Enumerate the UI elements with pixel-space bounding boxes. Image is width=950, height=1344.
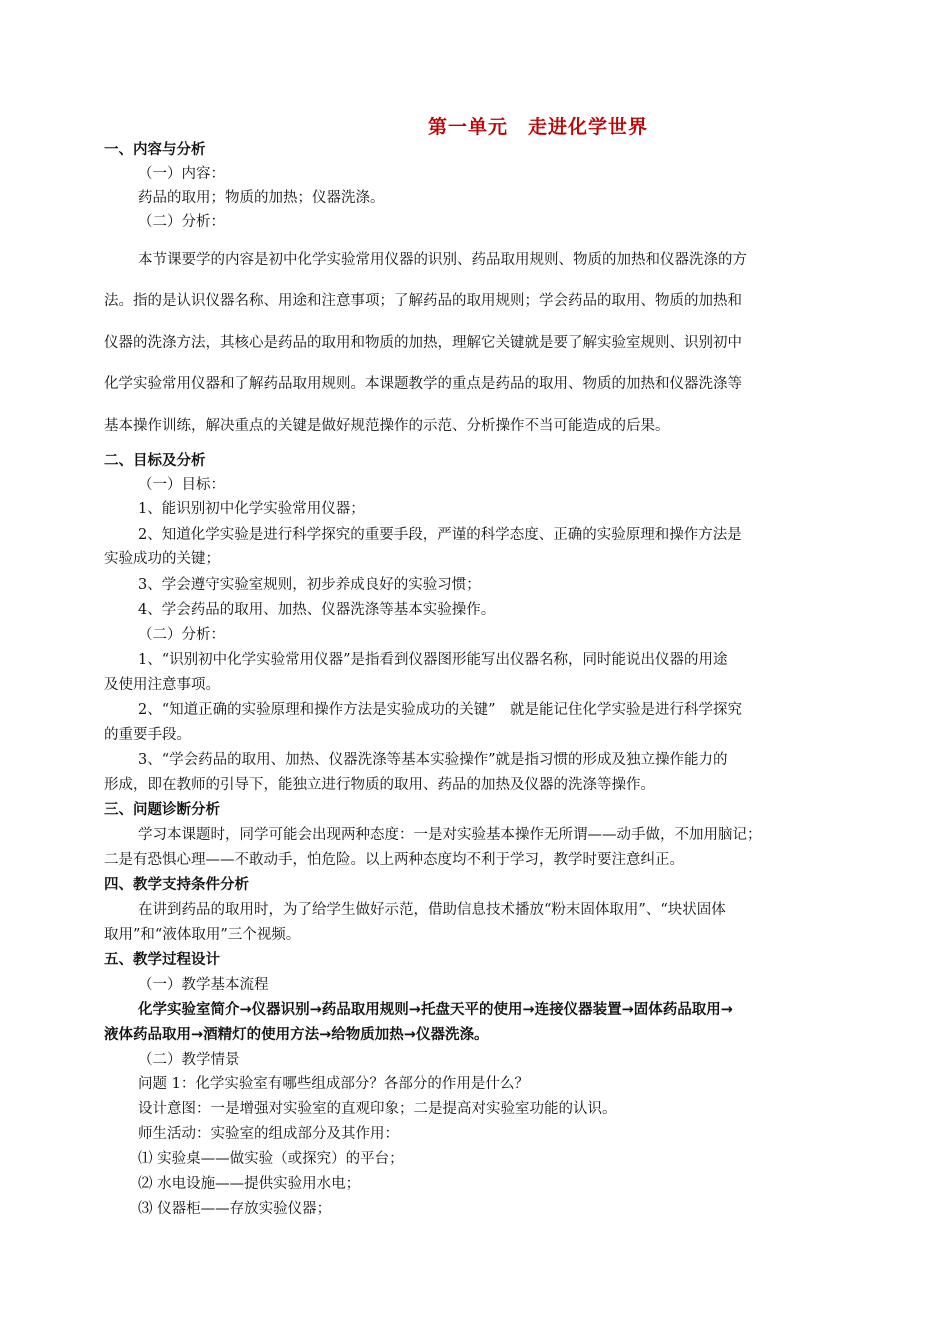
analysis-paragraph-line: 本节课要学的内容是初中化学实验常用仪器的识别、药品取用规则、物质的加热和仪器洗涤的方	[138, 252, 747, 268]
section-3-paragraph-line: 学习本课题时，同学可能会出现两种态度：一是对实验基本操作无所谓——动手做，不加用脑记；	[138, 827, 762, 843]
analysis-paragraph-line: 基本操作训练，解决重点的关键是做好规范操作的示范、分析操作不当可能造成的后果。	[104, 418, 670, 434]
flow-line: 化学实验室简介→仪器识别→药品取用规则→托盘天平的使用→连接仪器装置→固体药品取用→	[138, 1002, 733, 1018]
section-4-heading: 四、教学支持条件分析	[104, 877, 249, 893]
question-1: 问题 1：化学实验室有哪些组成部分？各部分的作用是什么？	[138, 1076, 529, 1092]
section-1-sub-content: （一）内容：	[138, 166, 225, 182]
goal-item: 1、能识别初中化学实验常用仪器；	[138, 501, 365, 517]
section-5-heading: 五、教学过程设计	[104, 952, 220, 968]
section-1-heading: 一、内容与分析	[104, 142, 206, 158]
section-1-sub-analysis: （二）分析：	[138, 214, 225, 230]
analysis-item-continued: 的重要手段。	[104, 727, 191, 743]
analysis-item-continued: 及使用注意事项。	[104, 677, 220, 693]
section-5-sub-flow: （一）教学基本流程	[138, 977, 269, 993]
section-2-heading: 二、目标及分析	[104, 453, 206, 469]
section-2-sub-goals: （一）目标：	[138, 477, 225, 493]
flow-line: 液体药品取用→酒精灯的使用方法→给物质加热→仪器洗涤。	[104, 1027, 489, 1043]
analysis-item-continued: 形成，即在教师的引导下，能独立进行物质的取用、药品的加热及仪器的洗涤等操作。	[104, 777, 655, 793]
analysis-item: 2、“知道正确的实验原理和操作方法是实验成功的关键” 就是能记住化学实验是进行科学探究	[138, 702, 743, 718]
analysis-item: 1、“识别初中化学实验常用仪器”是指看到仪器图形能写出仪器名称，同时能说出仪器的用途	[138, 652, 728, 668]
page-title: 第一单元 走进化学世界	[428, 116, 649, 138]
design-intent: 设计意图：一是增强对实验室的直观印象；二是提高对实验室功能的认识。	[138, 1101, 617, 1117]
section-4-paragraph-line: 在讲到药品的取用时，为了给学生做好示范，借助信息技术播放“粉末固体取用”、“块状固体	[138, 902, 726, 918]
lab-component-item: ⑶ 仪器柜——存放实验仪器；	[138, 1201, 332, 1217]
goal-item: 3、学会遵守实验室规则，初步养成良好的实验习惯；	[138, 577, 481, 593]
goal-item: 4、学会药品的取用、加热、仪器洗涤等基本实验操作。	[138, 602, 496, 618]
section-2-sub-analysis: （二）分析：	[138, 627, 225, 643]
teacher-student-activity: 师生活动：实验室的组成部分及其作用：	[138, 1126, 399, 1142]
analysis-paragraph-line: 法。指的是认识仪器名称、用途和注意事项；了解药品的取用规则；学会药品的取用、物质的加热和	[104, 293, 742, 309]
analysis-paragraph-line: 仪器的洗涤方法，其核心是药品的取用和物质的加热，理解它关键就是要了解实验室规则、识别初中	[104, 335, 742, 351]
section-5-sub-scenario: （二）教学情景	[138, 1052, 240, 1068]
section-3-heading: 三、问题诊断分析	[104, 802, 220, 818]
lab-component-item: ⑵ 水电设施——提供实验用水电；	[138, 1176, 361, 1192]
analysis-paragraph-line: 化学实验常用仪器和了解药品取用规则。本课题教学的重点是药品的取用、物质的加热和仪器洗涤等	[104, 376, 742, 392]
section-4-paragraph-line: 取用”和“液体取用”三个视频。	[104, 927, 301, 943]
goal-item: 2、知道化学实验是进行科学探究的重要手段，严谨的科学态度、正确的实验原理和操作方法是	[138, 527, 742, 543]
analysis-item: 3、“学会药品的取用、加热、仪器洗涤等基本实验操作”就是指习惯的形成及独立操作能力的	[138, 752, 728, 768]
section-1-content-text: 药品的取用；物质的加热；仪器洗涤。	[138, 190, 385, 206]
lab-component-item: ⑴ 实验桌——做实验（或探究）的平台；	[138, 1151, 404, 1167]
section-3-paragraph-line: 二是有恐惧心理——不敢动手，怕危险。以上两种态度均不利于学习，教学时要注意纠正。	[104, 852, 684, 868]
goal-item-continued: 实验成功的关键；	[104, 551, 220, 567]
